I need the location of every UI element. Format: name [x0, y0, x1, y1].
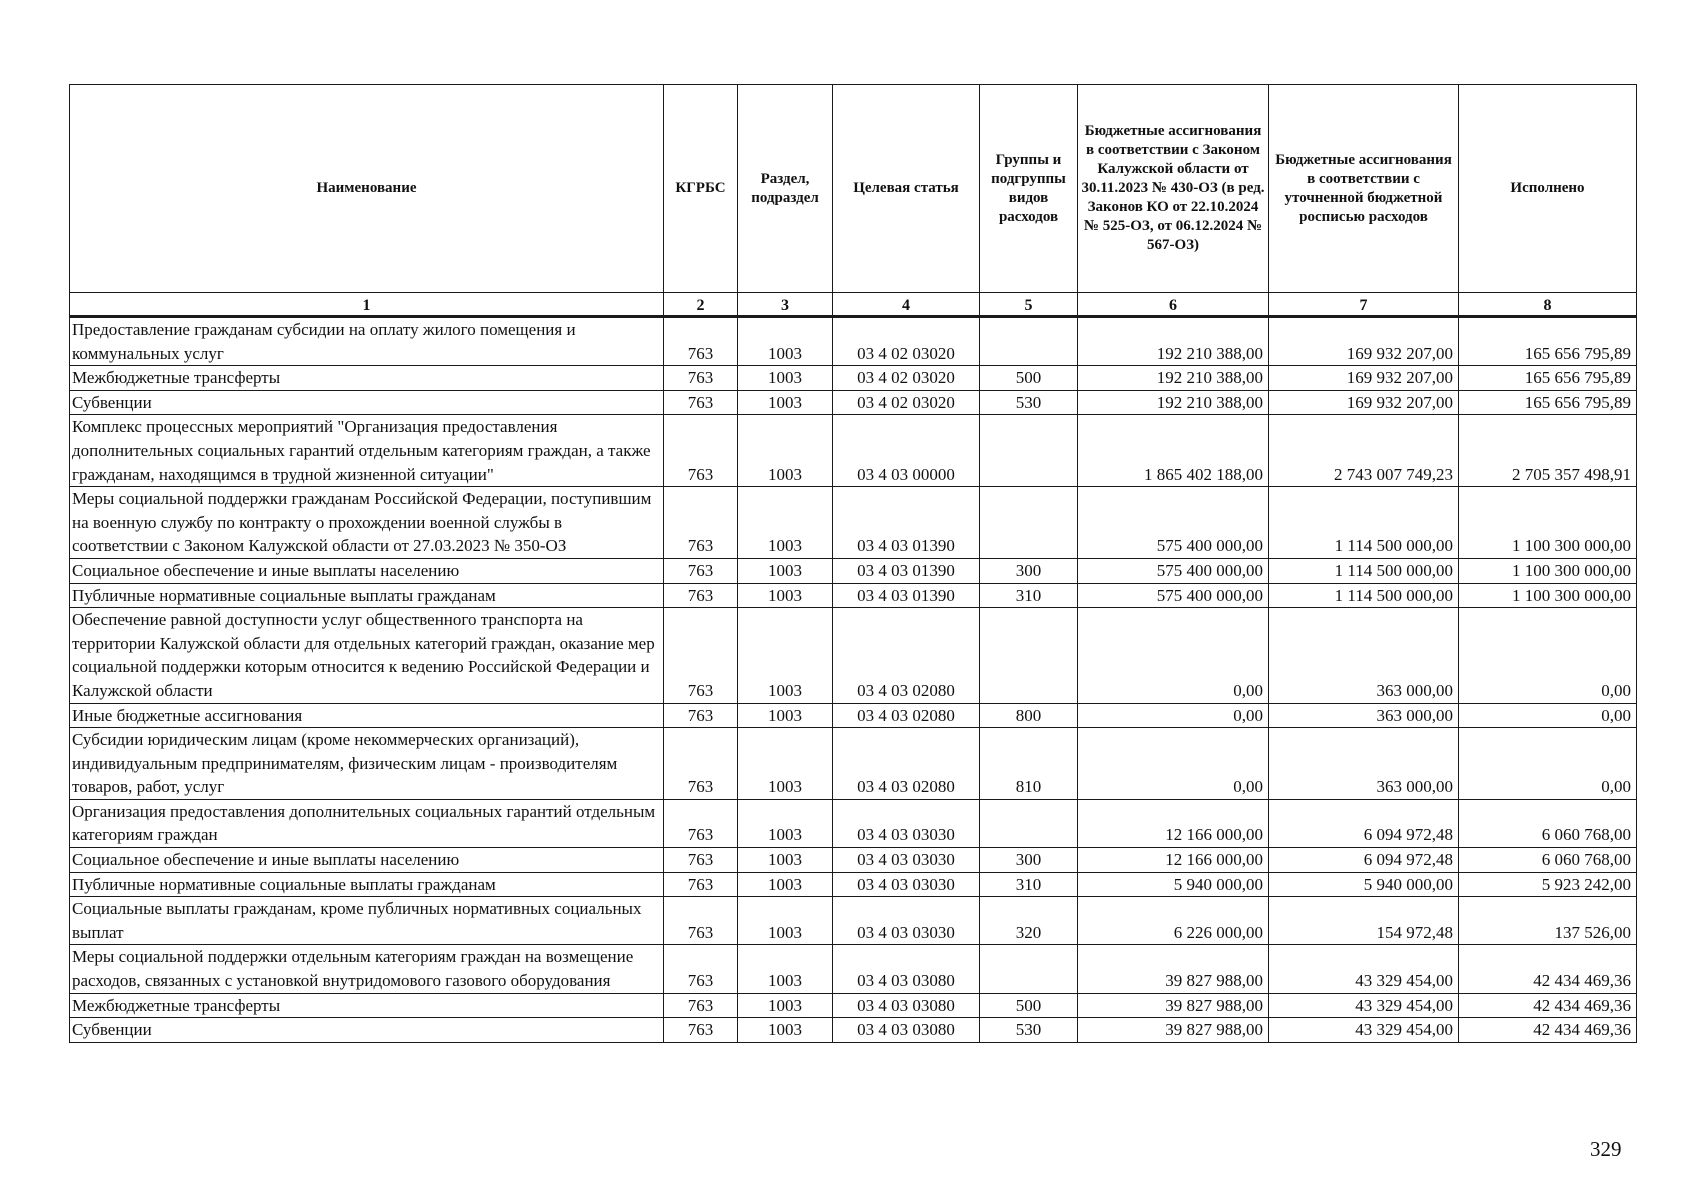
row-approved-amount: 575 400 000,00 [1078, 487, 1269, 559]
row-refined-amount: 169 932 207,00 [1269, 366, 1459, 391]
table-row [70, 317, 1637, 366]
row-expense-group: 500 [980, 366, 1078, 391]
row-approved-amount: 0,00 [1078, 608, 1269, 703]
row-section: 1003 [738, 558, 833, 583]
row-target-article: 03 4 03 03030 [833, 799, 980, 847]
row-executed-amount: 6 060 768,00 [1459, 799, 1637, 847]
row-executed-amount: 137 526,00 [1459, 897, 1637, 945]
row-section: 1003 [738, 366, 833, 391]
row-target-article: 03 4 03 01390 [833, 487, 980, 559]
row-section: 1003 [738, 608, 833, 703]
row-executed-amount: 42 434 469,36 [1459, 1018, 1637, 1043]
row-kgrbs: 763 [664, 366, 738, 391]
row-name: Субвенции [70, 390, 664, 415]
row-name: Обеспечение равной доступности услуг общественного транспорта на территории Калужской области для отдельных категорий граждан, оказание мер социальной поддержки которым относится к ведению Российской Федерации и Калужской области [70, 608, 664, 703]
row-approved-amount: 39 827 988,00 [1078, 1018, 1269, 1043]
row-kgrbs: 763 [664, 487, 738, 559]
row-kgrbs: 763 [664, 317, 738, 366]
table-row [70, 703, 1637, 728]
row-expense-group [980, 608, 1078, 703]
header-expense-group: Группы и подгруппы видов расходов [980, 85, 1078, 293]
row-section: 1003 [738, 728, 833, 800]
header-row [70, 85, 1637, 293]
row-approved-amount: 12 166 000,00 [1078, 848, 1269, 873]
row-target-article: 03 4 03 03080 [833, 993, 980, 1018]
row-refined-amount: 363 000,00 [1269, 703, 1459, 728]
column-number: 6 [1078, 293, 1269, 317]
row-executed-amount: 6 060 768,00 [1459, 848, 1637, 873]
row-kgrbs: 763 [664, 945, 738, 993]
row-refined-amount: 1 114 500 000,00 [1269, 583, 1459, 608]
row-executed-amount: 0,00 [1459, 703, 1637, 728]
row-refined-amount: 1 114 500 000,00 [1269, 558, 1459, 583]
row-section: 1003 [738, 1018, 833, 1043]
table-row [70, 993, 1637, 1018]
row-kgrbs: 763 [664, 608, 738, 703]
row-name: Социальное обеспечение и иные выплаты населению [70, 848, 664, 873]
row-expense-group [980, 415, 1078, 487]
row-target-article: 03 4 03 02080 [833, 703, 980, 728]
row-name: Организация предоставления дополнительных социальных гарантий отдельным категориям граждан [70, 799, 664, 847]
column-number: 4 [833, 293, 980, 317]
row-approved-amount: 39 827 988,00 [1078, 945, 1269, 993]
row-name: Публичные нормативные социальные выплаты гражданам [70, 583, 664, 608]
row-executed-amount: 2 705 357 498,91 [1459, 415, 1637, 487]
table-row [70, 799, 1637, 847]
row-expense-group: 310 [980, 583, 1078, 608]
header-target-article: Целевая статья [833, 85, 980, 293]
row-kgrbs: 763 [664, 897, 738, 945]
table-row [70, 583, 1637, 608]
row-approved-amount: 192 210 388,00 [1078, 317, 1269, 366]
row-approved-amount: 192 210 388,00 [1078, 366, 1269, 391]
row-kgrbs: 763 [664, 993, 738, 1018]
row-kgrbs: 763 [664, 558, 738, 583]
table-row [70, 945, 1637, 993]
table-row [70, 558, 1637, 583]
row-expense-group: 810 [980, 728, 1078, 800]
row-kgrbs: 763 [664, 583, 738, 608]
row-expense-group: 530 [980, 1018, 1078, 1043]
table-row [70, 728, 1637, 800]
table-row [70, 487, 1637, 559]
table-row [70, 415, 1637, 487]
row-approved-amount: 12 166 000,00 [1078, 799, 1269, 847]
row-refined-amount: 5 940 000,00 [1269, 872, 1459, 897]
column-number: 8 [1459, 293, 1637, 317]
row-section: 1003 [738, 583, 833, 608]
row-target-article: 03 4 03 00000 [833, 415, 980, 487]
row-executed-amount: 165 656 795,89 [1459, 390, 1637, 415]
row-target-article: 03 4 02 03020 [833, 390, 980, 415]
row-name: Субсидии юридическим лицам (кроме некоммерческих организаций), индивидуальным предпринимателям, физическим лицам - производителям товаров, работ, услуг [70, 728, 664, 800]
row-executed-amount: 165 656 795,89 [1459, 366, 1637, 391]
row-section: 1003 [738, 945, 833, 993]
row-name: Субвенции [70, 1018, 664, 1043]
table-row [70, 390, 1637, 415]
row-section: 1003 [738, 872, 833, 897]
column-number: 3 [738, 293, 833, 317]
row-executed-amount: 42 434 469,36 [1459, 993, 1637, 1018]
row-expense-group: 300 [980, 848, 1078, 873]
row-section: 1003 [738, 703, 833, 728]
row-target-article: 03 4 03 02080 [833, 608, 980, 703]
row-target-article: 03 4 03 03030 [833, 897, 980, 945]
row-name: Предоставление гражданам субсидии на оплату жилого помещения и коммунальных услуг [70, 317, 664, 366]
row-kgrbs: 763 [664, 872, 738, 897]
row-expense-group [980, 487, 1078, 559]
table-body [70, 317, 1637, 1043]
row-refined-amount: 363 000,00 [1269, 728, 1459, 800]
row-kgrbs: 763 [664, 799, 738, 847]
header-refined-allocations: Бюджетные ассигнования в соответствии с уточненной бюджетной росписью расходов [1269, 85, 1459, 293]
row-section: 1003 [738, 993, 833, 1018]
row-approved-amount: 0,00 [1078, 703, 1269, 728]
row-expense-group: 300 [980, 558, 1078, 583]
row-section: 1003 [738, 317, 833, 366]
row-kgrbs: 763 [664, 390, 738, 415]
row-approved-amount: 39 827 988,00 [1078, 993, 1269, 1018]
row-expense-group [980, 317, 1078, 366]
row-name: Меры социальной поддержки отдельным категориям граждан на возмещение расходов, связанных с установкой внутридомового газового оборудования [70, 945, 664, 993]
row-name: Комплекс процессных мероприятий "Организация предоставления дополнительных социальных гарантий отдельным категориям граждан, а также гражданам, находящимся в трудной жизненной ситуации" [70, 415, 664, 487]
row-target-article: 03 4 03 01390 [833, 583, 980, 608]
row-approved-amount: 6 226 000,00 [1078, 897, 1269, 945]
row-refined-amount: 2 743 007 749,23 [1269, 415, 1459, 487]
row-target-article: 03 4 03 03080 [833, 1018, 980, 1043]
header-approved-allocations: Бюджетные ассигнования в соответствии с Законом Калужской области от 30.11.2023 № 430-ОЗ (в ред. Законов КО от 22.10.2024 № 525-ОЗ, от 06.12.2024 № 567-ОЗ) [1078, 85, 1269, 293]
row-approved-amount: 5 940 000,00 [1078, 872, 1269, 897]
header-executed: Исполнено [1459, 85, 1637, 293]
row-kgrbs: 763 [664, 415, 738, 487]
row-approved-amount: 575 400 000,00 [1078, 583, 1269, 608]
row-name: Социальное обеспечение и иные выплаты населению [70, 558, 664, 583]
row-name: Иные бюджетные ассигнования [70, 703, 664, 728]
row-refined-amount: 1 114 500 000,00 [1269, 487, 1459, 559]
row-target-article: 03 4 03 03030 [833, 848, 980, 873]
column-number: 5 [980, 293, 1078, 317]
table-row [70, 848, 1637, 873]
row-approved-amount: 1 865 402 188,00 [1078, 415, 1269, 487]
row-executed-amount: 1 100 300 000,00 [1459, 583, 1637, 608]
row-executed-amount: 1 100 300 000,00 [1459, 558, 1637, 583]
table-row [70, 897, 1637, 945]
row-refined-amount: 6 094 972,48 [1269, 799, 1459, 847]
row-approved-amount: 0,00 [1078, 728, 1269, 800]
row-kgrbs: 763 [664, 703, 738, 728]
row-executed-amount: 5 923 242,00 [1459, 872, 1637, 897]
row-section: 1003 [738, 415, 833, 487]
row-refined-amount: 169 932 207,00 [1269, 317, 1459, 366]
row-executed-amount: 1 100 300 000,00 [1459, 487, 1637, 559]
header-name: Наименование [70, 85, 664, 293]
column-number: 2 [664, 293, 738, 317]
row-expense-group [980, 799, 1078, 847]
row-expense-group: 530 [980, 390, 1078, 415]
row-refined-amount: 43 329 454,00 [1269, 993, 1459, 1018]
row-approved-amount: 192 210 388,00 [1078, 390, 1269, 415]
row-name: Меры социальной поддержки гражданам Российской Федерации, поступившим на военную службу по контракту о прохождении военной службы в соответствии с Законом Калужской области от 27.03.2023 № 350-ОЗ [70, 487, 664, 559]
row-section: 1003 [738, 390, 833, 415]
column-number-row [70, 293, 1637, 317]
row-section: 1003 [738, 487, 833, 559]
row-kgrbs: 763 [664, 1018, 738, 1043]
row-refined-amount: 43 329 454,00 [1269, 1018, 1459, 1043]
row-refined-amount: 6 094 972,48 [1269, 848, 1459, 873]
table-row [70, 608, 1637, 703]
row-name: Социальные выплаты гражданам, кроме публичных нормативных социальных выплат [70, 897, 664, 945]
table-row [70, 1018, 1637, 1043]
row-refined-amount: 169 932 207,00 [1269, 390, 1459, 415]
row-refined-amount: 363 000,00 [1269, 608, 1459, 703]
row-target-article: 03 4 03 02080 [833, 728, 980, 800]
column-number: 1 [70, 293, 664, 317]
row-section: 1003 [738, 848, 833, 873]
row-name: Межбюджетные трансферты [70, 993, 664, 1018]
column-number: 7 [1269, 293, 1459, 317]
row-expense-group: 310 [980, 872, 1078, 897]
budget-table [69, 84, 1637, 1043]
header-section: Раздел, подраздел [738, 85, 833, 293]
row-section: 1003 [738, 897, 833, 945]
row-refined-amount: 154 972,48 [1269, 897, 1459, 945]
row-kgrbs: 763 [664, 728, 738, 800]
row-target-article: 03 4 02 03020 [833, 317, 980, 366]
row-approved-amount: 575 400 000,00 [1078, 558, 1269, 583]
row-section: 1003 [738, 799, 833, 847]
row-refined-amount: 43 329 454,00 [1269, 945, 1459, 993]
table-row [70, 872, 1637, 897]
row-executed-amount: 165 656 795,89 [1459, 317, 1637, 366]
row-executed-amount: 0,00 [1459, 608, 1637, 703]
row-expense-group: 800 [980, 703, 1078, 728]
header-kgrbs: КГРБС [664, 85, 738, 293]
page-number: 329 [1590, 1137, 1622, 1161]
row-executed-amount: 42 434 469,36 [1459, 945, 1637, 993]
row-executed-amount: 0,00 [1459, 728, 1637, 800]
row-expense-group: 500 [980, 993, 1078, 1018]
row-kgrbs: 763 [664, 848, 738, 873]
row-target-article: 03 4 03 03030 [833, 872, 980, 897]
table-row [70, 366, 1637, 391]
row-target-article: 03 4 03 01390 [833, 558, 980, 583]
row-target-article: 03 4 02 03020 [833, 366, 980, 391]
row-expense-group [980, 945, 1078, 993]
row-name: Межбюджетные трансферты [70, 366, 664, 391]
row-expense-group: 320 [980, 897, 1078, 945]
row-name: Публичные нормативные социальные выплаты гражданам [70, 872, 664, 897]
row-target-article: 03 4 03 03080 [833, 945, 980, 993]
